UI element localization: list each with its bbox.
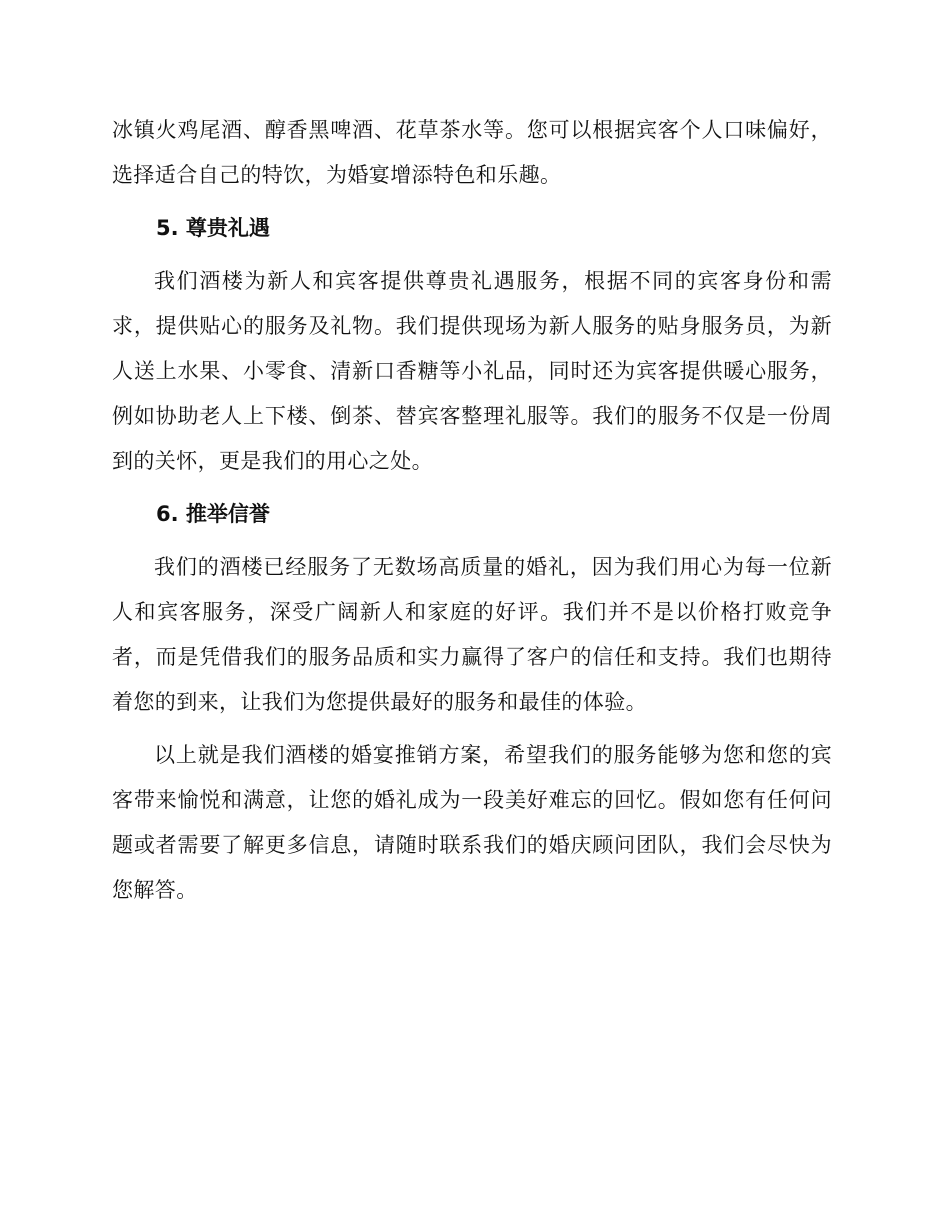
section-6-paragraph: 我们的酒楼已经服务了无数场高质量的婚礼，因为我们用心为每一位新人和宾客服务，深受广阔新人和家庭的好评。我们并不是以价格打败竞争者，而是凭借我们的服务品质和实力赢得了客户的信任和支持。我们也期待着您的到来，让我们为您提供最好的服务和最佳的体验。 [112, 555, 832, 714]
continuation-paragraph: 冰镇火鸡尾酒、醇香黑啤酒、花草茶水等。您可以根据宾客个人口味偏好，选择适合自己的特饮，为婚宴增添特色和乐趣。 [112, 118, 832, 187]
section-5-paragraph: 我们酒楼为新人和宾客提供尊贵礼遇服务，根据不同的宾客身份和需求，提供贴心的服务及礼物。我们提供现场为新人服务的贴身服务员，为新人送上水果、小零食、清新口香糖等小礼品，同时还为宾客提供暖心服务，例如协助老人上下楼、倒茶、替宾客整理礼服等。我们的服务不仅是一份周到的关怀，更是我们的用心之处。 [112, 269, 832, 473]
document-body [112, 108, 832, 913]
section-6-heading: 6. 推举信誉 [156, 502, 270, 526]
closing-paragraph: 以上就是我们酒楼的婚宴推销方案，希望我们的服务能够为您和您的宾客带来愉悦和满意，让您的婚礼成为一段美好难忘的回忆。假如您有任何问题或者需要了解更多信息，请随时联系我们的婚庆顾问团队，我们会尽快为您解答。 [112, 743, 832, 902]
section-5-heading: 5. 尊贵礼遇 [156, 216, 270, 240]
